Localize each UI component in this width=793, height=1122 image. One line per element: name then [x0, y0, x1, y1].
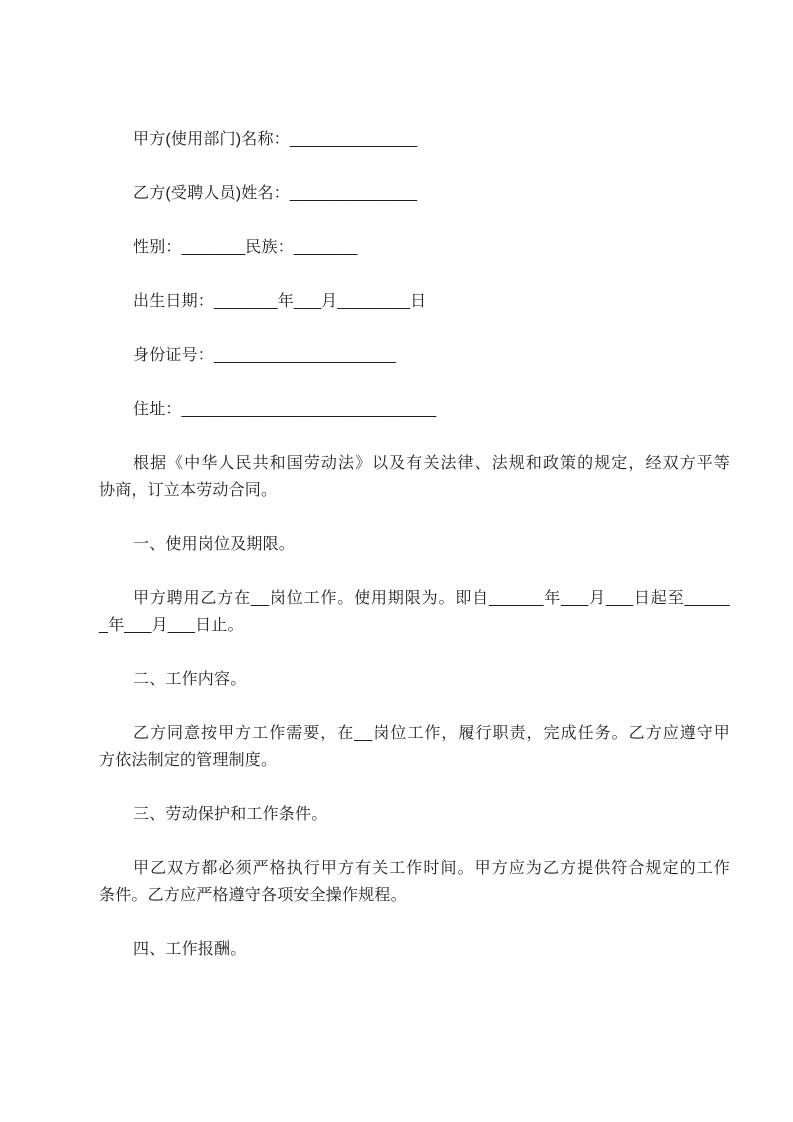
section-3-heading: 三、劳动保护和工作条件。	[133, 806, 328, 823]
form-field-address: 住址：____________________________	[133, 401, 437, 418]
form-field-birth-date: 出生日期：_______年___月________日	[133, 293, 427, 310]
form-field-party-a-name: 甲方(使用部门)名称：______________	[133, 131, 418, 148]
section-2-heading: 二、工作内容。	[133, 671, 247, 688]
preamble-paragraph	[99, 450, 730, 504]
form-field-party-b-name: 乙方(受聘人员)姓名：______________	[133, 185, 418, 202]
section-2-paragraph-line-1: 乙方同意按甲方工作需要，在__岗位工作，履行职责，完成任务。乙方应遵守甲	[133, 725, 730, 742]
section-3-paragraph	[99, 855, 730, 909]
section-1-paragraph	[99, 585, 730, 639]
section-1-paragraph-line-2: _年___月___日止。	[99, 617, 244, 634]
form-field-id-number: 身份证号：____________________	[133, 347, 396, 364]
section-2-paragraph-line-2: 方依法制定的管理制度。	[99, 752, 278, 769]
section-1-paragraph-line-1: 甲方聘用乙方在__岗位工作。使用期限为。即自______年___月___日起至_____	[133, 590, 730, 607]
form-field-gender-ethnicity: 性别：_______民族：_______	[133, 239, 358, 256]
section-2-paragraph	[99, 720, 730, 774]
section-4-heading: 四、工作报酬。	[133, 941, 247, 958]
preamble-line-1: 根据《中华人民共和国劳动法》以及有关法律、法规和政策的规定，经双方平等	[133, 455, 730, 472]
section-3-paragraph-line-2: 条件。乙方应严格遵守各项安全操作规程。	[99, 887, 407, 904]
section-1-heading: 一、使用岗位及期限。	[133, 536, 296, 553]
preamble-line-2: 协商，订立本劳动合同。	[99, 482, 278, 499]
section-3-paragraph-line-1: 甲乙双方都必须严格执行甲方有关工作时间。甲方应为乙方提供符合规定的工作	[133, 860, 730, 877]
